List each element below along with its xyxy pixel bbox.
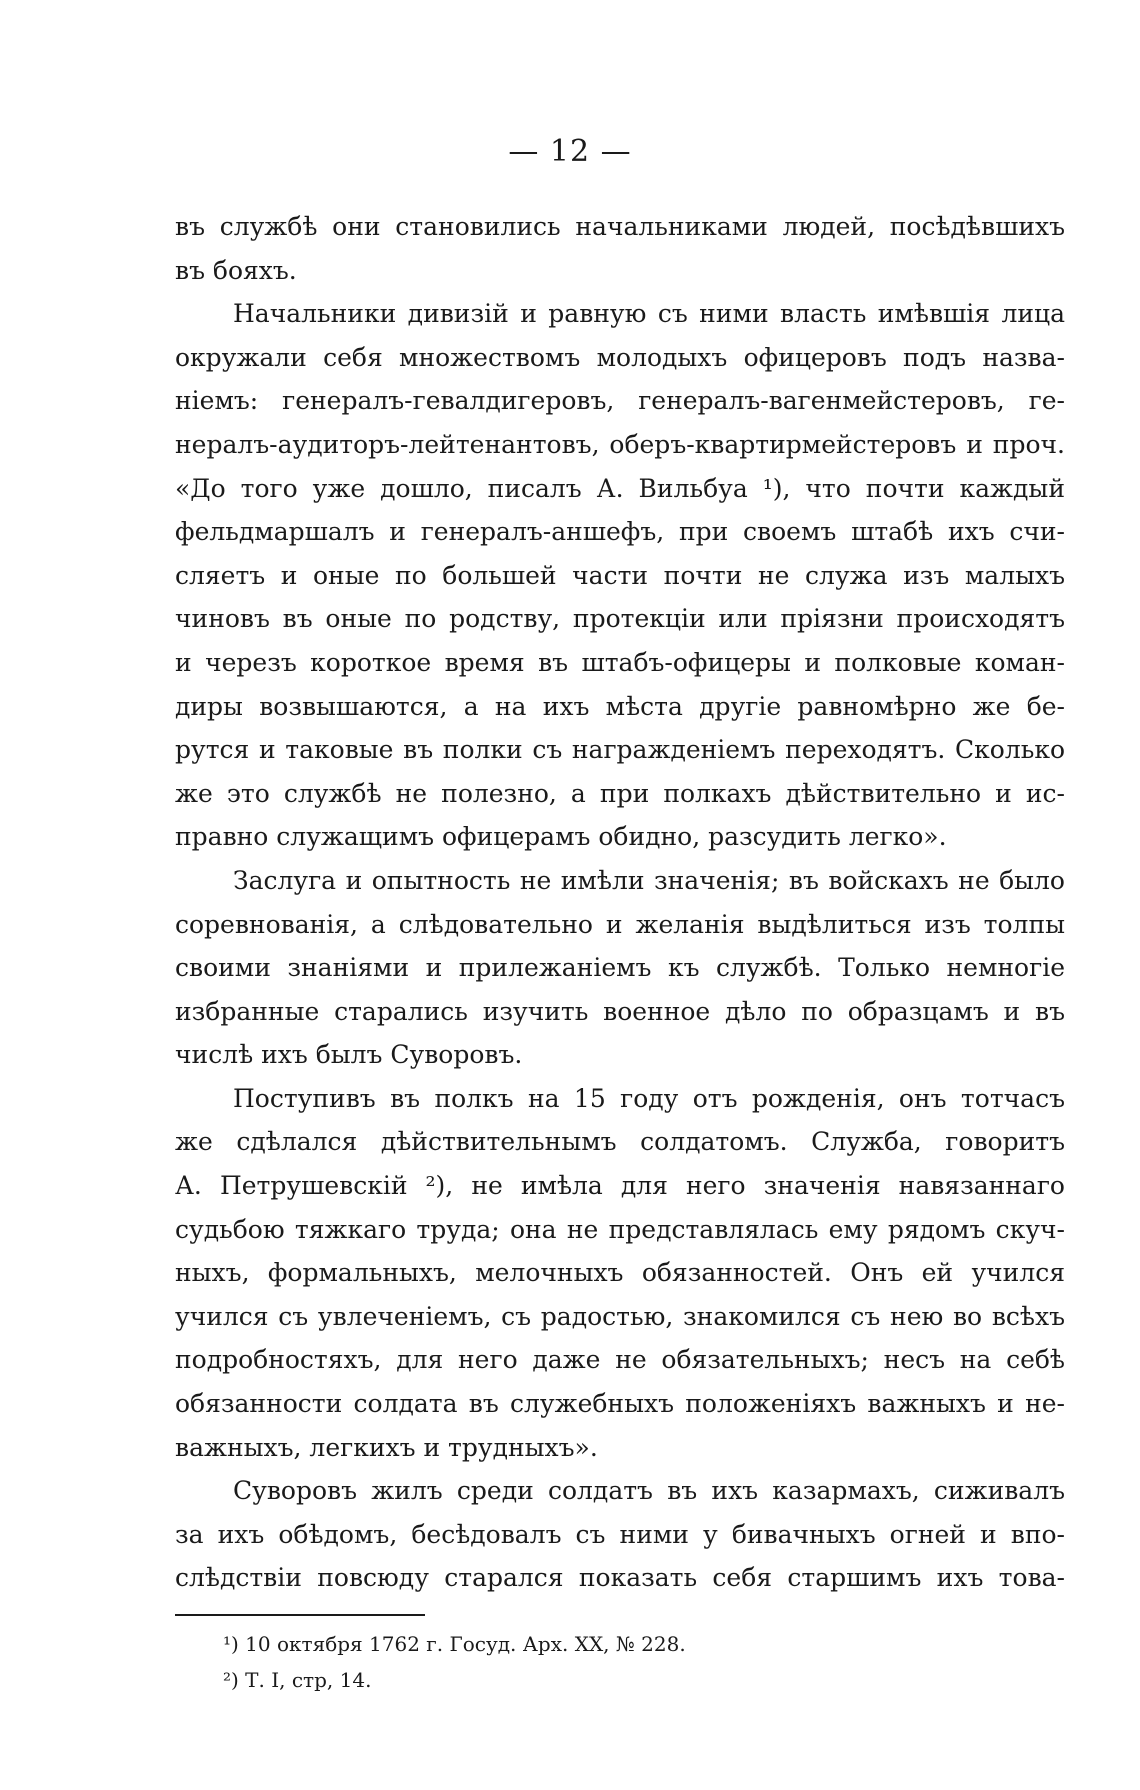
text-line: важныхъ, легкихъ и трудныхъ».: [175, 1432, 598, 1462]
text-line: диры возвышаются, а на ихъ мѣста другіе равномѣрно же бе-: [175, 691, 1065, 721]
text-line: фельдмаршалъ и генералъ-аншефъ, при своемъ штабѣ ихъ счи-: [175, 517, 1065, 547]
text-line: судьбою тяжкаго труда; она не представлялась ему рядомъ скуч-: [175, 1214, 1065, 1244]
text-line: числѣ ихъ былъ Суворовъ.: [175, 1040, 523, 1070]
text-line: чиновъ въ оные по родству, протекціи или пріязни происходятъ: [175, 604, 1065, 634]
footnote-divider: [175, 1614, 425, 1616]
text-line: въ бояхъ.: [175, 255, 297, 285]
text-line: рутся и таковые въ полки съ награжденіемъ переходятъ. Сколько: [175, 735, 1065, 765]
footnote: ¹) 10 октября 1762 г. Госуд. Арх. XX, № 228.: [223, 1632, 686, 1656]
text-line: Поступивъ въ полкъ на 15 году отъ рожденія, онъ тотчасъ: [233, 1083, 1065, 1113]
text-line: же сдѣлался дѣйствительнымъ солдатомъ. Служба, говоритъ: [175, 1127, 1065, 1157]
text-line: за ихъ обѣдомъ, бесѣдовалъ съ ними у бивачныхъ огней и впо-: [175, 1519, 1065, 1549]
text-line: сляетъ и оные по большей части почти не служа изъ малыхъ: [175, 560, 1065, 590]
text-line: слѣдствіи повсюду старался показать себя старшимъ ихъ това-: [175, 1563, 1065, 1593]
text-line: Начальники дивизій и равную съ ними власть имѣвшія лица: [233, 299, 1065, 329]
text-line: нералъ-аудиторъ-лейтенантовъ, оберъ-квартирмейстеровъ и проч.: [175, 429, 1065, 459]
body-text: [175, 205, 1065, 1600]
text-line: «До того уже дошло, писалъ А. Вильбуа ¹), что почти каждый: [175, 473, 1065, 503]
text-line: и черезъ короткое время въ штабъ-офицеры и полковые коман-: [175, 647, 1065, 677]
text-line: ніемъ: генералъ-гевалдигеровъ, генералъ-вагенмейстеровъ, ге-: [175, 386, 1065, 416]
text-line: соревнованія, а слѣдовательно и желанія выдѣлиться изъ толпы: [175, 909, 1065, 939]
footnote: ²) Т. I, стр, 14.: [223, 1668, 372, 1692]
text-line: своими знаніями и прилежаніемъ къ службѣ. Только немногіе: [175, 953, 1065, 983]
text-line: ныхъ, формальныхъ, мелочныхъ обязанностей. Онъ ей учился: [175, 1258, 1065, 1288]
text-line: Суворовъ жилъ среди солдатъ въ ихъ казармахъ, сиживалъ: [233, 1476, 1065, 1506]
footnotes: [223, 1626, 686, 1698]
text-line: подробностяхъ, для него даже не обязательныхъ; несъ на себѣ: [175, 1345, 1065, 1375]
text-line: же это службѣ не полезно, а при полкахъ дѣйствительно и ис-: [175, 778, 1065, 808]
text-line: Заслуга и опытность не имѣли значенія; въ войскахъ не было: [233, 865, 1065, 895]
text-line: учился съ увлеченіемъ, съ радостью, знакомился съ нею во всѣхъ: [175, 1301, 1065, 1331]
page-number: — 12 —: [508, 134, 632, 169]
text-line: обязанности солдата въ служебныхъ положеніяхъ важныхъ и не-: [175, 1389, 1065, 1419]
text-line: въ службѣ они становились начальниками людей, посѣдѣвшихъ: [175, 212, 1065, 241]
text-line: окружали себя множествомъ молодыхъ офицеровъ подъ назва-: [175, 342, 1065, 372]
text-line: А. Петрушевскій ²), не имѣла для него значенія навязаннаго: [175, 1171, 1065, 1201]
text-line: правно служащимъ офицерамъ обидно, разсудить легко».: [175, 822, 947, 852]
text-line: избранные старались изучить военное дѣло по образцамъ и въ: [175, 996, 1065, 1026]
